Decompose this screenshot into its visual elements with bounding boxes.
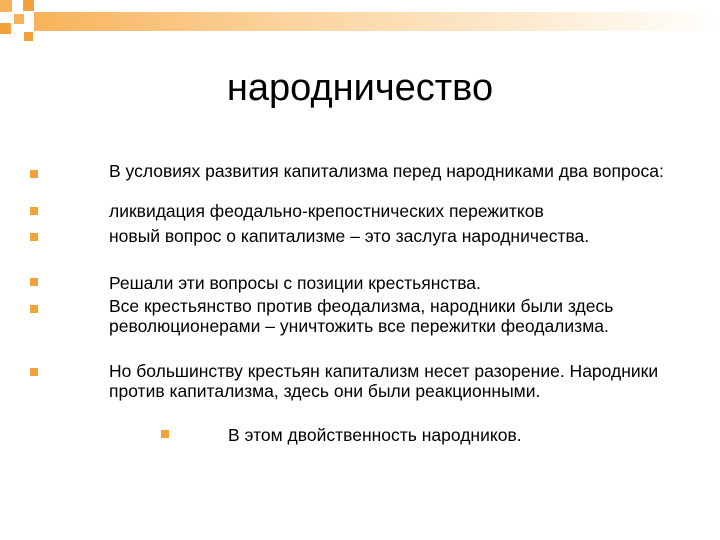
list-item: Все крестьянство против феодализма, народники были здесь революционерами – уничтожить все пережитки феодализма. bbox=[109, 296, 614, 336]
decorative-square bbox=[24, 32, 33, 41]
bullet-icon bbox=[30, 368, 38, 376]
list-item: новый вопрос о капитализме – это заслуга народничества. bbox=[109, 226, 590, 246]
decorative-square bbox=[0, 0, 12, 12]
list-item: В условиях развития капитализма перед народниками два вопроса: bbox=[109, 161, 664, 181]
bullet-icon bbox=[30, 233, 38, 241]
list-item: ликвидация феодально-крепостнических пережитков bbox=[109, 201, 544, 221]
decorative-square bbox=[23, 0, 34, 11]
bullet-icon bbox=[30, 170, 38, 178]
bullet-icon bbox=[161, 430, 169, 438]
bullet-icon bbox=[30, 305, 38, 313]
list-item: Решали эти вопросы с позиции крестьянства. bbox=[109, 273, 481, 293]
bullet-icon bbox=[30, 278, 38, 286]
slide-title: народничество bbox=[226, 67, 494, 109]
decorative-square bbox=[14, 14, 24, 24]
list-item: Но большинству крестьян капитализм несет разорение. Народники против капитализма, здесь они были реакционными. bbox=[109, 361, 659, 401]
list-item: В этом двойственность народников. bbox=[228, 425, 522, 445]
decorative-header-bar bbox=[34, 12, 720, 31]
bullet-icon bbox=[30, 207, 38, 215]
decorative-square bbox=[0, 23, 11, 34]
